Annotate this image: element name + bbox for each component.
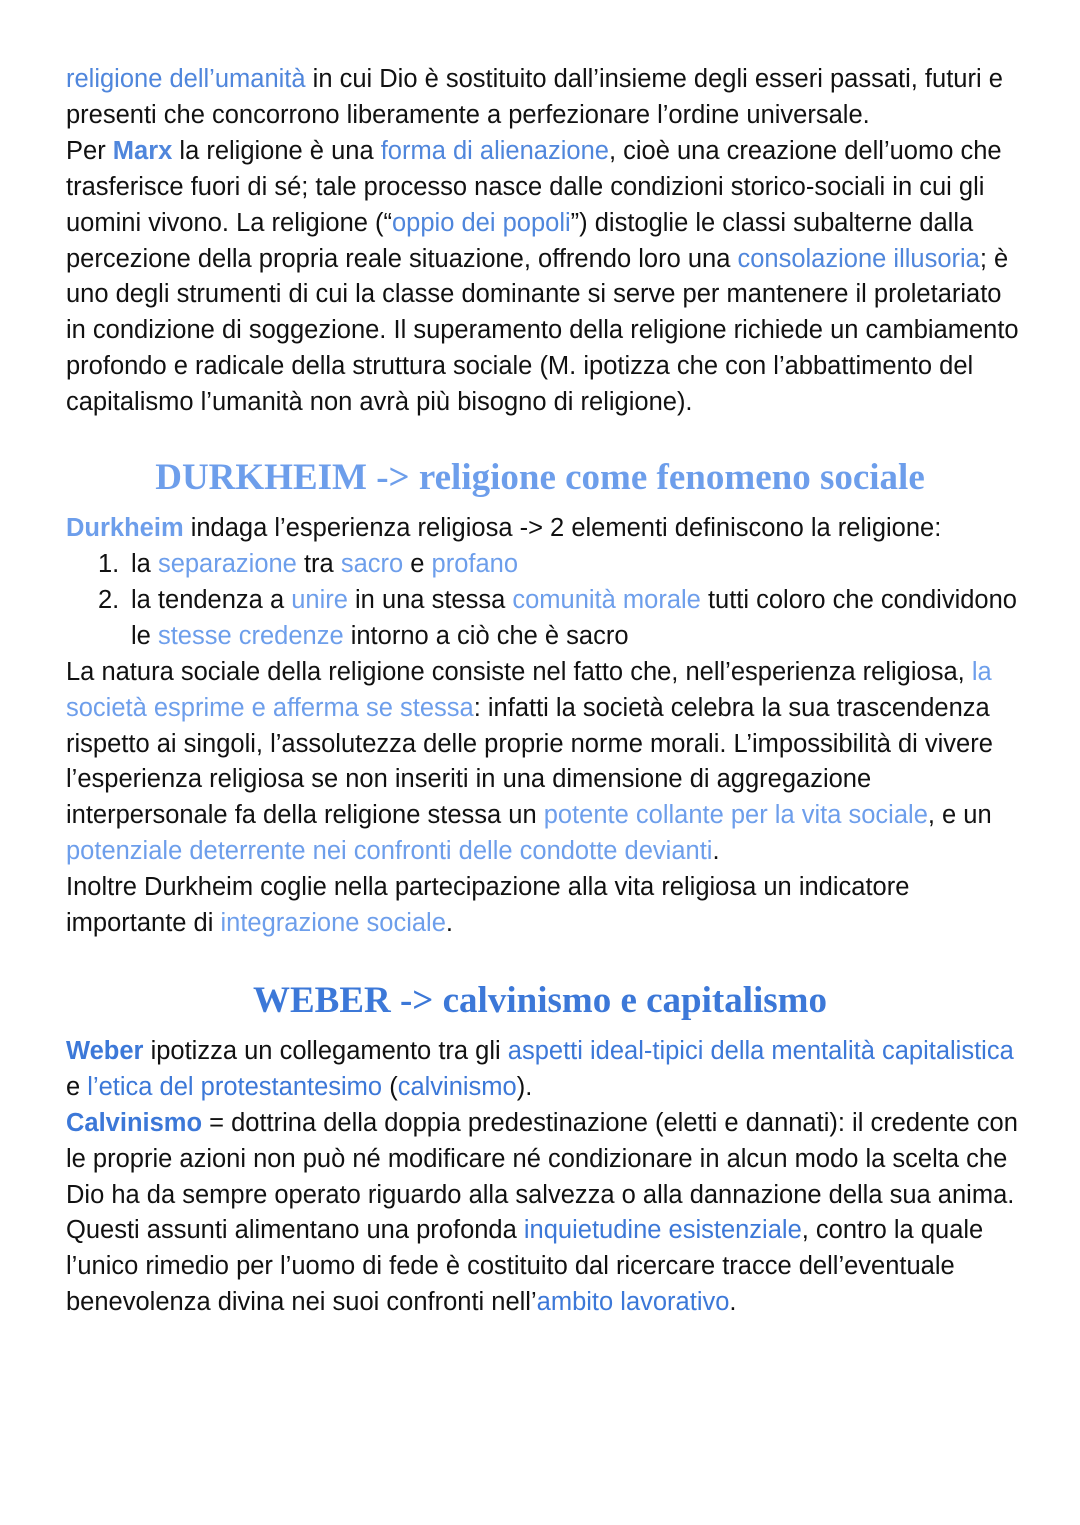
durkheim-integration-paragraph [66,870,1026,942]
marx-paragraph [66,134,1026,421]
text-run: ”) distoglie le classi subalterne dalla percezione della propria reale situazione, offrendo loro una [66,208,974,273]
highlight-forma-alienazione: forma di alienazione [380,136,609,165]
highlight-ambito-lavorativo: ambito lavorativo [536,1288,730,1317]
text-run: ( [382,1072,398,1101]
durkheim-elements-list [66,547,1026,655]
text-run: . [445,909,453,938]
list-number: 2. [98,585,120,614]
weber-existential-paragraph [66,1213,1026,1321]
keyword-weber: Weber [66,1036,144,1065]
highlight-unire: unire [291,585,348,614]
text-run: ipotizza un collegamento tra gli [143,1036,508,1065]
list-item [66,583,1026,655]
text-run: ). [516,1072,533,1101]
heading-rest: -> religione come fenomeno sociale [366,457,925,499]
document-page [66,62,1026,1321]
text-run: . [712,837,720,866]
text-run: , e un [927,801,992,830]
marx-section [66,62,1026,421]
text-run: e [66,1072,88,1101]
highlight-profano: profano [431,549,519,578]
highlight-oppio-popoli: oppio dei popoli [392,208,571,237]
highlight-comunita-morale: comunità morale [512,585,701,614]
keyword-calvinismo: Calvinismo [66,1108,203,1137]
text-run: . [729,1288,737,1317]
text-run: Questi assunti alimentano una profonda [66,1216,524,1245]
keyword-durkheim: Durkheim [66,514,184,543]
highlight-consolazione-illusoria: consolazione illusoria [737,244,980,273]
text-run: ; è uno degli strumenti di cui la classe dominante si serve per mantenere il proletariato in condizione di soggezione. Il superamento della religione richiede un cambiamento profondo e radicale della struttura sociale (M. ipotizza che con l’abbattimento del capitalismo l’umanità non avrà più bisogno di religione). [66,244,1019,417]
highlight-calvinismo: calvinismo [397,1072,517,1101]
calvinismo-definition-paragraph [66,1106,1026,1214]
text-run: , contro la quale l’unico rimedio per l’uomo di fede è costituito dal ricercare tracce dell’eventuale benevolenza divina nei suoi confronti nell’ [66,1216,984,1317]
weber-section [66,979,1026,1321]
text-run: Per [66,136,113,165]
highlight-inquietudine-esistenziale: inquietudine esistenziale [523,1216,802,1245]
text-run: intorno a ciò che è sacro [343,621,629,650]
heading-rest: -> calvinismo e capitalismo [390,979,828,1021]
durkheim-section [66,456,1026,942]
text-run: indaga l’esperienza religiosa -> 2 elementi definiscono la religione: [183,514,942,543]
weber-intro-paragraph [66,1034,1026,1106]
highlight-potenziale-deterrente: potenziale deterrente nei confronti delle condotte devianti [66,837,713,866]
text-run: = dottrina della doppia predestinazione (eletti e dannati): il credente con le proprie azioni non può né modificare né condizionare in alcun modo la scelta che Dio ha da sempre operato riguardo alla salvezza o alla dannazione della sua anima. [66,1108,1018,1209]
text-run: la tendenza a [131,585,292,614]
durkheim-intro [66,511,1026,547]
keyword-marx: Marx [112,136,173,165]
highlight-aspetti-ideal-tipici: aspetti ideal-tipici della mentalità capitalistica [507,1036,1014,1065]
comte-religion-paragraph [66,62,1026,134]
highlight-integrazione-sociale: integrazione sociale [220,909,446,938]
durkheim-social-nature-paragraph [66,655,1026,870]
highlight-separazione: separazione [157,549,297,578]
highlight-religione-umanita: religione dell’umanità [66,65,306,93]
durkheim-heading [66,456,1014,500]
weber-heading [66,979,1014,1023]
highlight-societa-esprime: la società esprime e afferma se stessa [66,657,992,722]
heading-bold-part: DURKHEIM [155,457,367,499]
text-run: La natura sociale della religione consiste nel fatto che, nell’esperienza religiosa, [66,657,972,686]
heading-bold-part: WEBER [252,979,391,1021]
text-run: , cioè una creazione dell’uomo che trasferisce fuori di sé; tale processo nasce dalle condizioni storico-sociali in cui gli uomini vivono. La religione (“ [66,136,1002,237]
highlight-potente-collante: potente collante per la vita sociale [543,801,928,830]
text-run: la [131,549,158,578]
text-run: tutti coloro che condividono le [131,585,1017,650]
text-run: tra [296,549,341,578]
list-number: 1. [98,549,120,578]
text-run: in una stessa [347,585,513,614]
list-item [66,547,1026,583]
text-run: e [403,549,432,578]
highlight-sacro: sacro [340,549,404,578]
highlight-stesse-credenze: stesse credenze [157,621,344,650]
text-run: in cui Dio è sostituito dall’insieme degli esseri passati, futuri e presenti che concorrono liberamente a perfezionare l’ordine universale. [66,65,1003,129]
text-run: la religione è una [172,136,381,165]
text-run: Inoltre Durkheim coglie nella partecipazione alla vita religiosa un indicatore importante di [66,873,910,938]
text-run: : infatti la società celebra la sua trascendenza rispetto ai singoli, l’assolutezza delle proprie norme morali. L’impossibilità di vivere l’esperienza religiosa se non inseriti in una dimensione di aggregazione interpersonale fa della religione stessa un [66,693,993,830]
highlight-etica-protestantesimo: l’etica del protestantesimo [87,1072,383,1101]
